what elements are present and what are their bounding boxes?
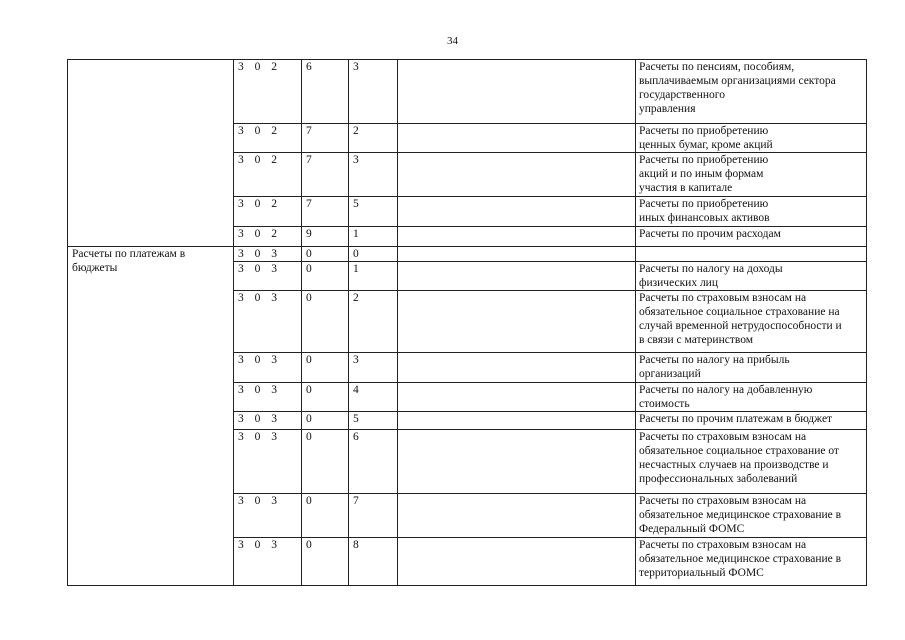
account-description: Расчеты по страховым взносам на обязательное социальное страхование от несчастных случаев на производстве и профессиональных заболеваний [636,430,867,494]
section-title [68,60,234,247]
account-group: 0 [302,353,349,383]
account-description [636,247,867,262]
account-description: Расчеты по налогу на прибыль организаций [636,353,867,383]
account-code: 3 0 3 [234,494,302,538]
account-group: 7 [302,124,349,153]
account-code: 3 0 3 [234,430,302,494]
account-group: 0 [302,494,349,538]
account-description: Расчеты по прочим расходам [636,227,867,247]
account-code: 3 0 2 [234,153,302,197]
blank-cell [398,538,636,586]
blank-cell [398,197,636,227]
account-code: 3 0 3 [234,247,302,262]
accounts-table [67,59,867,586]
table-row [68,60,867,124]
blank-cell [398,494,636,538]
blank-cell [398,227,636,247]
blank-cell [398,247,636,262]
blank-cell [398,60,636,124]
account-description: Расчеты по прочим платежам в бюджет [636,412,867,430]
account-subgroup: 3 [349,153,398,197]
blank-cell [398,153,636,197]
account-description: Расчеты по приобретению иных финансовых активов [636,197,867,227]
account-description: Расчеты по страховым взносам на обязательное социальное страхование на случай временной нетрудоспособности и в связи с материнством [636,291,867,353]
blank-cell [398,124,636,153]
account-subgroup: 6 [349,430,398,494]
account-group: 0 [302,538,349,586]
account-group: 0 [302,247,349,262]
account-subgroup: 3 [349,60,398,124]
account-subgroup: 8 [349,538,398,586]
account-description: Расчеты по налогу на добавленную стоимость [636,383,867,412]
account-code: 3 0 2 [234,197,302,227]
table-row [68,247,867,262]
page-number: 34 [447,35,458,47]
blank-cell [398,412,636,430]
account-subgroup: 3 [349,353,398,383]
account-group: 0 [302,262,349,291]
account-subgroup: 0 [349,247,398,262]
account-code: 3 0 3 [234,291,302,353]
account-group: 0 [302,430,349,494]
blank-cell [398,262,636,291]
account-group: 6 [302,60,349,124]
account-group: 9 [302,227,349,247]
account-code: 3 0 3 [234,262,302,291]
account-subgroup: 5 [349,197,398,227]
blank-cell [398,383,636,412]
section-title: Расчеты по платежам в бюджеты [68,247,234,586]
account-description: Расчеты по приобретению акций и по иным формам участия в капитале [636,153,867,197]
account-code: 3 0 3 [234,383,302,412]
account-group: 0 [302,412,349,430]
account-code: 3 0 3 [234,353,302,383]
account-group: 0 [302,383,349,412]
blank-cell [398,430,636,494]
account-description: Расчеты по страховым взносам на обязательное медицинское страхование в территориальный ФОМС [636,538,867,586]
account-code: 3 0 3 [234,412,302,430]
account-code: 3 0 2 [234,227,302,247]
account-subgroup: 1 [349,262,398,291]
account-description: Расчеты по приобретению ценных бумаг, кроме акций [636,124,867,153]
account-description: Расчеты по страховым взносам на обязательное медицинское страхование в Федеральный ФОМС [636,494,867,538]
account-subgroup: 7 [349,494,398,538]
account-group: 7 [302,197,349,227]
account-subgroup: 5 [349,412,398,430]
account-description: Расчеты по пенсиям, пособиям, выплачиваемым организациями сектора государственного управления [636,60,867,124]
account-code: 3 0 2 [234,124,302,153]
account-subgroup: 4 [349,383,398,412]
account-description: Расчеты по налогу на доходы физических лиц [636,262,867,291]
account-subgroup: 2 [349,291,398,353]
account-code: 3 0 3 [234,538,302,586]
blank-cell [398,353,636,383]
account-subgroup: 2 [349,124,398,153]
account-group: 0 [302,291,349,353]
blank-cell [398,291,636,353]
account-code: 3 0 2 [234,60,302,124]
accounts-table-body [68,60,867,586]
account-subgroup: 1 [349,227,398,247]
account-group: 7 [302,153,349,197]
